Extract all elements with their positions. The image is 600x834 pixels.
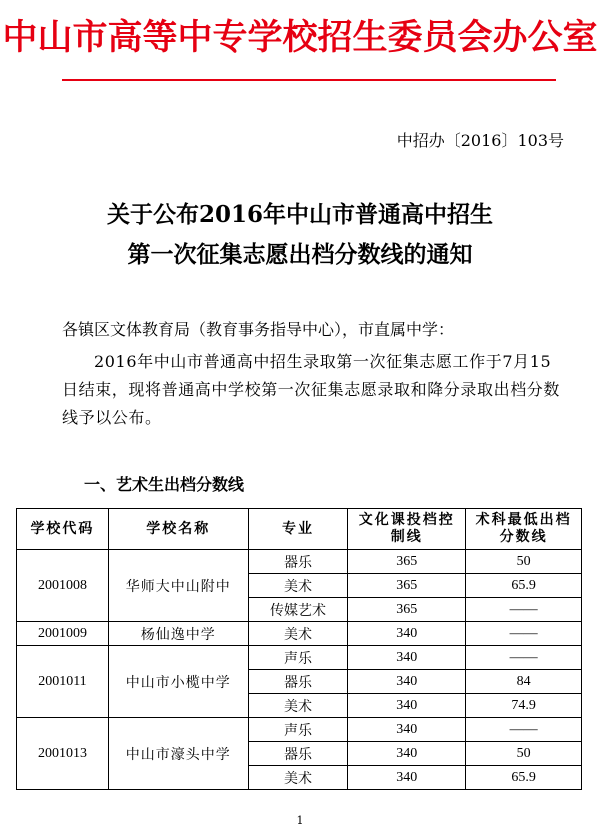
cell-culture-score: 365 — [348, 550, 466, 574]
cell-school-code: 2001011 — [17, 646, 109, 718]
cell-culture-score: 365 — [348, 598, 466, 622]
cell-school-name: 中山市小榄中学 — [108, 646, 248, 718]
cell-major: 器乐 — [248, 670, 348, 694]
cell-school-code: 2001013 — [17, 718, 109, 790]
header-art-line: 术科最低出档分数线 — [466, 509, 582, 550]
body-paragraph: 2016年中山市普通高中招生录取第一次征集志愿工作于7月15日结束，现将普通高中学校第一次征集志愿录取和降分录取出档分数线予以公布。 — [62, 352, 561, 427]
cell-major: 器乐 — [248, 742, 348, 766]
red-divider-line — [62, 79, 556, 81]
cell-culture-score: 340 — [348, 766, 466, 790]
cell-major: 美术 — [248, 694, 348, 718]
cell-art-score: 65.9 — [466, 766, 582, 790]
cell-school-code: 2001009 — [17, 622, 109, 646]
cell-school-name: 中山市濠头中学 — [108, 718, 248, 790]
header-school-code: 学校代码 — [17, 509, 109, 550]
table-row — [17, 718, 582, 742]
cell-art-score: —— — [466, 646, 582, 670]
cell-art-score: —— — [466, 622, 582, 646]
table-row — [17, 646, 582, 670]
cell-culture-score: 340 — [348, 622, 466, 646]
cell-major: 声乐 — [248, 646, 348, 670]
cell-art-score: —— — [466, 598, 582, 622]
cell-culture-score: 365 — [348, 574, 466, 598]
cell-art-score: 74.9 — [466, 694, 582, 718]
cell-culture-score: 340 — [348, 646, 466, 670]
cell-major: 美术 — [248, 622, 348, 646]
cell-culture-score: 340 — [348, 670, 466, 694]
cell-art-score: —— — [466, 718, 582, 742]
cell-culture-score: 340 — [348, 742, 466, 766]
page-number: 1 — [296, 814, 304, 827]
cell-art-score: 50 — [466, 550, 582, 574]
cell-art-score: 84 — [466, 670, 582, 694]
cell-major: 美术 — [248, 574, 348, 598]
cell-art-score: 50 — [466, 742, 582, 766]
cell-school-name: 杨仙逸中学 — [108, 622, 248, 646]
cell-art-score: 65.9 — [466, 574, 582, 598]
header-school-name: 学校名称 — [108, 509, 248, 550]
cell-school-code: 2001008 — [17, 550, 109, 622]
score-table — [16, 508, 582, 790]
cell-major: 器乐 — [248, 550, 348, 574]
cell-major: 美术 — [248, 766, 348, 790]
header-culture-line: 文化课投档控制线 — [348, 509, 466, 550]
header-major: 专业 — [248, 509, 348, 550]
table-row — [17, 550, 582, 574]
notice-title-line-2: 第一次征集志愿出档分数线的通知 — [127, 241, 473, 268]
cell-major: 声乐 — [248, 718, 348, 742]
document-number: 中招办〔2016〕103号 — [396, 131, 564, 150]
cell-major: 传媒艺术 — [248, 598, 348, 622]
table-row — [17, 622, 582, 646]
table-header-row — [17, 509, 582, 550]
section-heading: 一、艺术生出档分数线 — [84, 475, 245, 494]
salutation: 各镇区文体教育局（教育事务指导中心），市直属中学： — [62, 320, 455, 339]
notice-title-line-1: 关于公布2016年中山市普通高中招生 — [106, 201, 493, 228]
cell-culture-score: 340 — [348, 694, 466, 718]
cell-school-name: 华师大中山附中 — [108, 550, 248, 622]
cell-culture-score: 340 — [348, 718, 466, 742]
issuing-office-header: 中山市高等中专学校招生委员会办公室 — [2, 18, 598, 58]
